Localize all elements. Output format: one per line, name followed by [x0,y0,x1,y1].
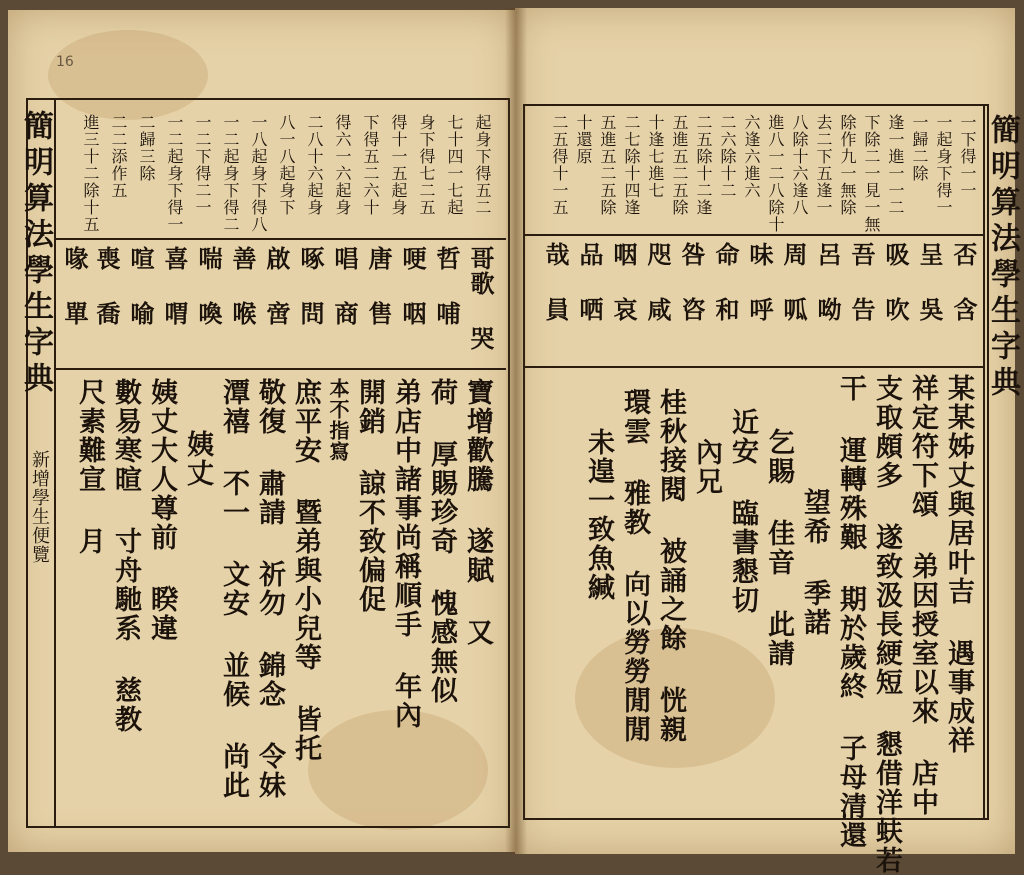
letter-column: 內兄 [691,438,722,496]
letter-column: 乞賜 佳音 此請 [763,428,794,668]
dictionary-entry: 味 呼 [745,242,774,322]
math-row: 一起身下得一 [934,114,953,216]
math-row: 去二下五逢一 [814,114,833,216]
dictionary-entry: 喜 喟 [160,246,189,326]
letter-column: 本不指寫 [326,378,350,462]
dictionary-entry: 呂 呦 [813,242,842,322]
math-row: 一二起身下得二 [221,114,240,233]
section-rule [54,368,506,370]
dictionary-entry: 吸 吹 [881,242,910,322]
dictionary-entry: 周 呱 [779,242,808,322]
dictionary-entry: 善 喉 [228,246,257,326]
letter-column: 祥定符下頌 弟因授室以來 店中 [907,374,938,817]
math-row: 二六除十二 [718,114,737,199]
left-margin-subheader: 新增學生便覽 [29,450,50,564]
letter-column: 支取頗多 遂致汲長綆短 懇借洋蚨若 [871,374,902,875]
math-row: 二五得十一五 [550,114,569,216]
dictionary-entry: 唐 售 [364,246,393,326]
dictionary-entry: 哽 咽 [398,246,427,326]
dictionary-entry: 喘 喚 [194,246,223,326]
dictionary-entry: 咫 咸 [643,242,672,322]
dictionary-entry: 哲 哺 [432,246,461,326]
left-page [8,10,515,852]
dictionary-entry: 啄 問 [296,246,325,326]
letter-column: 桂秋接閱 被誦之餘 恍親 [655,388,686,744]
letter-column: 近安 臨書懇切 [727,408,758,615]
math-row: 一八起身下得八 [249,114,268,233]
math-row: 得十一五起身 [389,114,408,216]
math-row: 一二下得二一 [193,114,212,216]
letter-column: 數易寒暄 寸舟馳系 慈教 [110,378,141,734]
letter-column: 荷 厚賜珍奇 愧感無似 [426,378,457,705]
section-rule [54,238,506,240]
math-row: 進八一二八除十 [766,114,785,233]
letter-column: 環雲 雅教 向以勞勞閒閒 [619,388,650,744]
letter-column: 潭禧 不一 文安 並候 尚此 [218,378,249,800]
math-row: 二七除十四逢 [622,114,641,216]
letter-column: 弟店中諸事尚稱順手 年內 [390,378,421,730]
dictionary-entry: 命 和 [711,242,740,322]
math-row: 逢一進一一二 [886,114,905,216]
math-row: 二歸三除 [137,114,156,182]
math-row: 一下得一一 [958,114,977,199]
math-row: 除作九一無除 [838,114,857,216]
letter-column: 望希 季諾 [799,488,830,637]
math-row: 十逢七進七 [646,114,665,199]
math-row: 進三十二除十五 [81,114,100,233]
dictionary-entry: 否 含 [949,242,978,322]
math-row: 五進五二五除 [670,114,689,216]
letter-column: 尺素難宣 月 [74,378,105,556]
letter-column: 姨丈大人尊前 睽違 [146,378,177,643]
handwritten-page-number: 16 [56,54,74,70]
math-row: 一二起身下得一 [165,114,184,233]
dictionary-entry: 哥歌 哭 [466,246,495,351]
math-row: 六逢六進六 [742,114,761,199]
dictionary-entry: 喧 喻 [126,246,155,326]
math-row: 下得五二六十 [361,114,380,216]
dictionary-entry: 哉 員 [541,242,570,322]
dictionary-entry: 喙 單 [60,246,89,326]
math-row: 二二添作五 [109,114,128,199]
dictionary-entry: 咽 哀 [609,242,638,322]
book-spine [505,8,527,854]
math-row: 八除十六逢八 [790,114,809,216]
math-row: 十還原 [574,114,593,165]
right-page [515,8,1020,875]
math-row: 一歸二除 [910,114,929,182]
dictionary-entry: 啟 啻 [262,246,291,326]
math-row: 二八十六起身 [305,114,324,216]
math-row: 二五除十二逢 [694,114,713,216]
math-row: 得六一六起身 [333,114,352,216]
right-margin-header: 簡明算法學生字典 [985,114,1020,402]
margin-rule [54,98,56,826]
dictionary-entry: 喪 喬 [92,246,121,326]
dictionary-entry: 品 哂 [575,242,604,322]
section-rule [523,366,983,368]
letter-column: 姨丈 [182,430,213,488]
letter-column: 開銷 諒不致偏促 [354,378,385,614]
dictionary-entry: 吾 告 [847,242,876,322]
math-row: 八一八起身下 [277,114,296,216]
left-margin-header: 簡明算法學生字典 [18,110,53,398]
math-row: 身下得七二五 [417,114,436,216]
letter-column: 干 運轉殊艱 期於歲終 子母清還 [835,374,866,850]
math-row: 下除二一見一無 [862,114,881,233]
letter-column: 寶增歡騰 遂賦 又 [462,378,493,647]
dictionary-entry: 唱 商 [330,246,359,326]
letter-column: 某某姊丈與居叶吉 遇事成祥 [943,374,974,755]
math-row: 起身下得五二 [473,114,492,216]
math-row: 五進五二五除 [598,114,617,216]
section-rule [523,234,983,236]
letter-column: 敬復 肅請 祈勿 錦念 令妹 [254,378,285,800]
math-row: 七十四一七起 [445,114,464,216]
dictionary-entry: 咎 咨 [677,242,706,322]
dictionary-entry: 呈 吳 [915,242,944,322]
letter-column: 未遑一致魚緘 [583,428,614,602]
letter-column: 庶平安 暨弟與小兒等 皆托 [290,378,321,763]
